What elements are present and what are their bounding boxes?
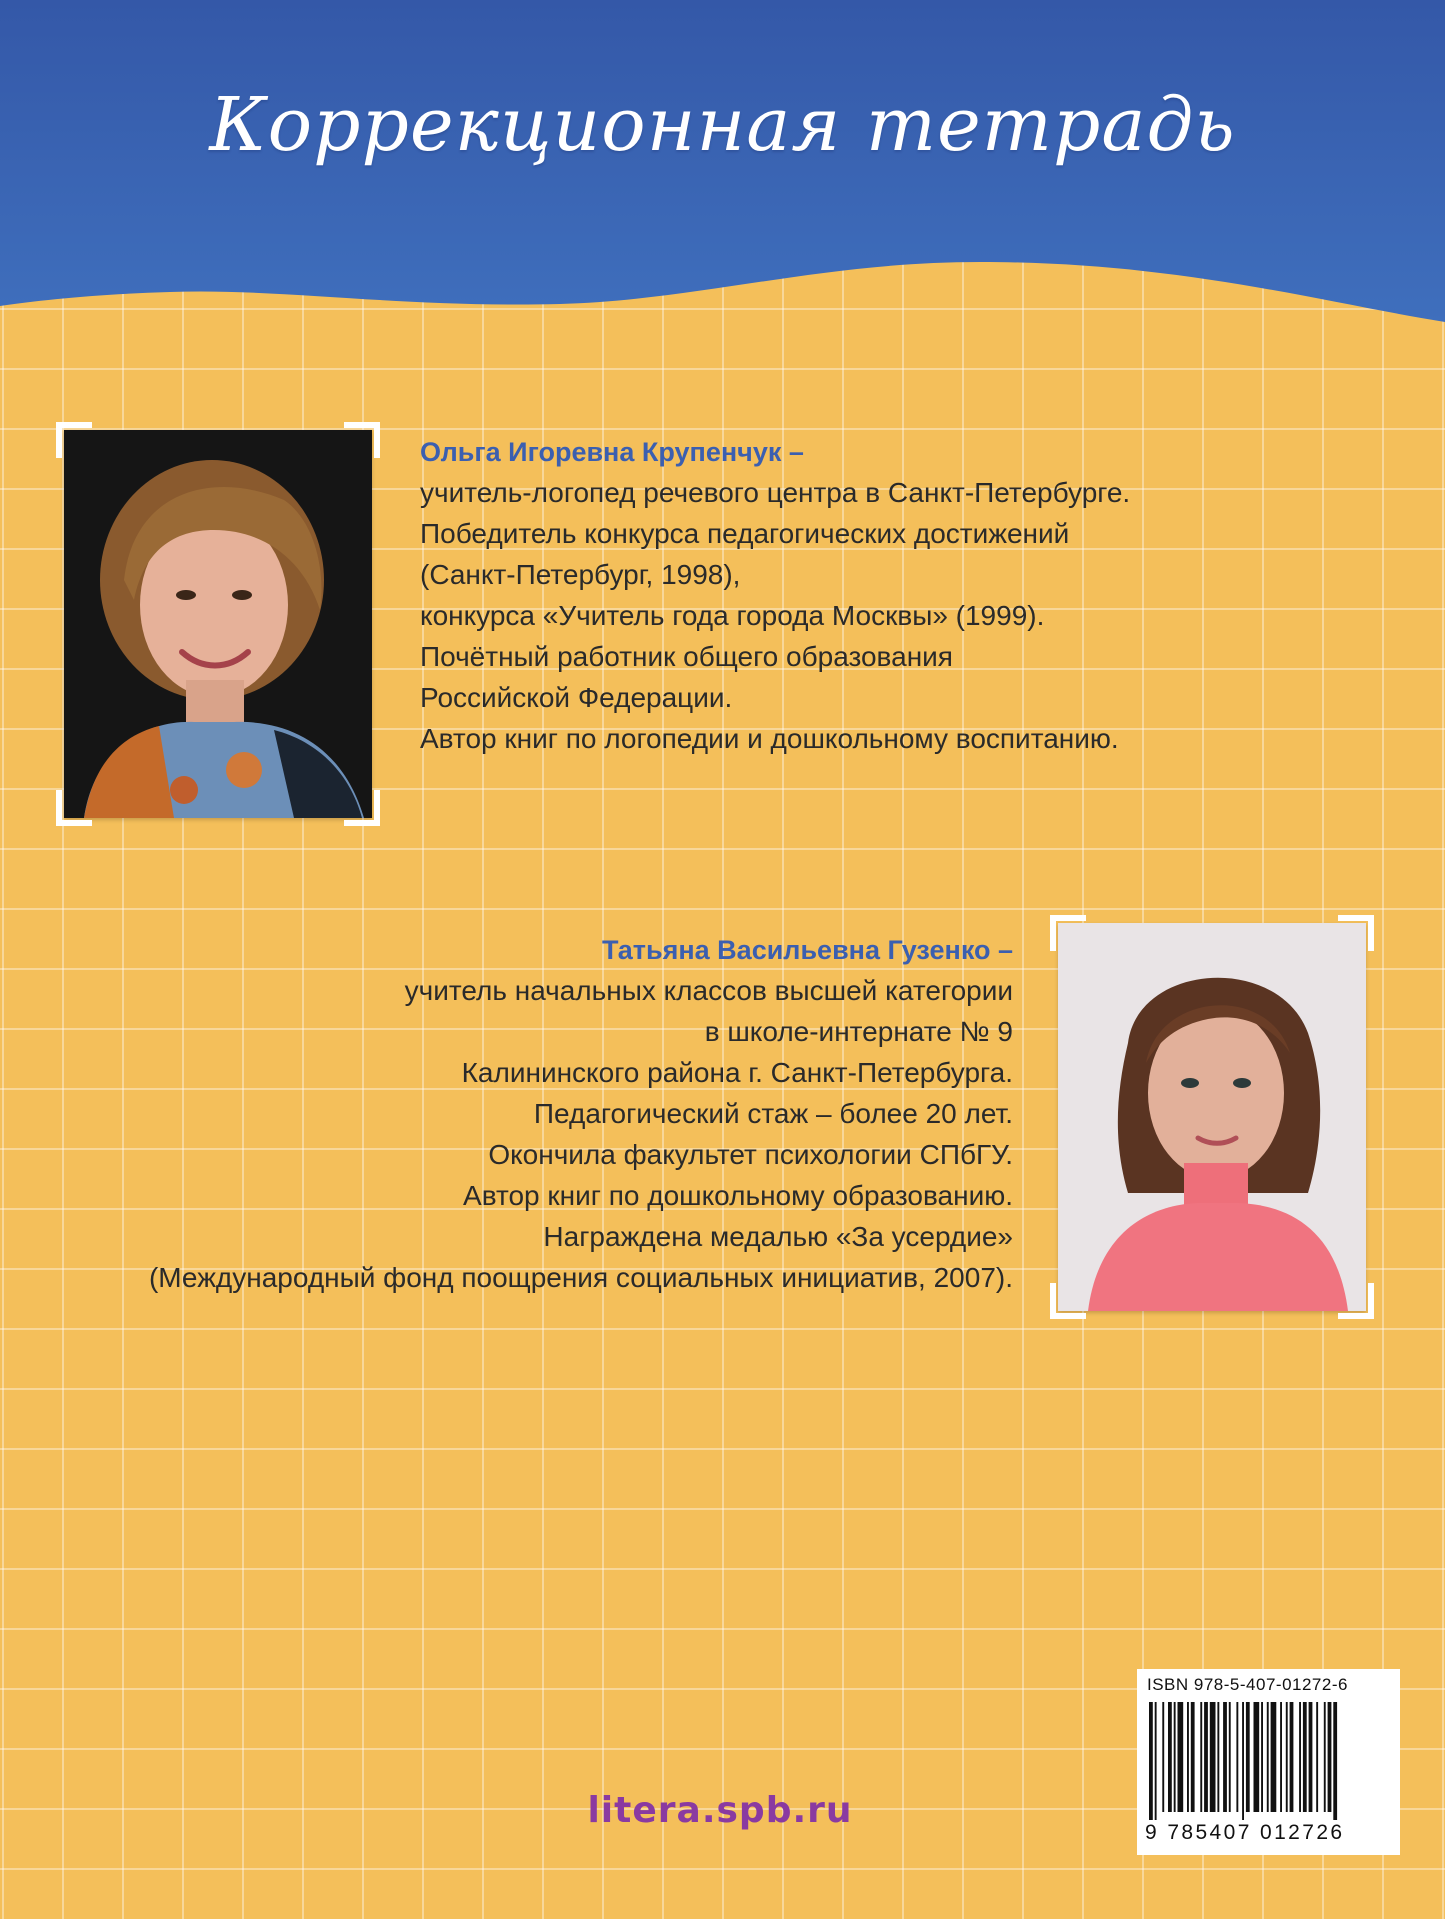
frame-corner — [56, 790, 92, 826]
barcode-bar — [1246, 1702, 1250, 1812]
barcode-bar — [1299, 1702, 1301, 1812]
author-photo-krupenchuk — [64, 430, 372, 818]
author-name: Татьяна Васильевна Гузенко – — [601, 935, 1013, 965]
barcode-bar — [1229, 1702, 1231, 1812]
frame-corner — [1338, 915, 1374, 951]
bio-line: Педагогический стаж – более 20 лет. — [533, 1098, 1013, 1129]
author-bio-krupenchuk — [420, 432, 1130, 759]
bio-line: учитель начальных классов высшей категории — [404, 975, 1013, 1006]
frame-corner — [1050, 915, 1086, 951]
barcode-bar — [1303, 1702, 1307, 1812]
frame-corner — [56, 422, 92, 458]
bio-line: Российской Федерации. — [420, 682, 733, 713]
author-bio-guzenko — [140, 930, 1013, 1298]
barcode-bar — [1261, 1702, 1263, 1812]
barcode-bar — [1271, 1702, 1277, 1812]
series-title: Коррекционная тетрадь — [209, 82, 1236, 168]
isbn-label: ISBN 978-5-407-01272-6 — [1147, 1675, 1348, 1694]
barcode-bar — [1168, 1702, 1172, 1812]
portrait-woman-pink-sweater — [1058, 923, 1366, 1311]
bio-line: (Санкт-Петербург, 1998), — [420, 559, 741, 590]
frame-corner — [344, 790, 380, 826]
barcode-bar — [1223, 1702, 1227, 1812]
barcode-bar — [1286, 1702, 1288, 1812]
barcode-bar — [1316, 1702, 1318, 1812]
barcode-bar — [1242, 1702, 1244, 1820]
barcode-bar — [1174, 1702, 1176, 1812]
bio-line: Победитель конкурса педагогических достижений — [420, 518, 1070, 549]
author-photo-guzenko — [1058, 923, 1366, 1311]
barcode-bar — [1217, 1702, 1219, 1812]
barcode-bar — [1210, 1702, 1216, 1812]
barcode-bar — [1236, 1702, 1238, 1812]
bio-line: Автор книг по логопедии и дошкольному воспитанию. — [420, 723, 1119, 754]
header-wave-shape — [0, 0, 1445, 360]
frame-corner — [1338, 1283, 1374, 1319]
bio-line: Калининского района г. Санкт-Петербурга. — [461, 1057, 1013, 1088]
frame-corner — [1050, 1283, 1086, 1319]
barcode-bar — [1324, 1702, 1326, 1812]
portrait-woman-short-hair — [64, 430, 372, 818]
header-wave-band — [0, 0, 1445, 360]
bio-line: конкурса «Учитель года города Москвы» (1999). — [420, 600, 1045, 631]
barcode-bar — [1149, 1702, 1153, 1820]
barcode-bar — [1333, 1702, 1337, 1820]
bio-line: в школе-интернате № 9 — [704, 1016, 1013, 1047]
bio-line: Окончила факультет психологии СПбГУ. — [488, 1139, 1013, 1170]
barcode-bar — [1187, 1702, 1189, 1812]
barcode-bar — [1309, 1702, 1313, 1812]
bio-line: учитель-логопед речевого центра в Санкт-Петербурге. — [420, 477, 1131, 508]
barcode-bar — [1162, 1702, 1164, 1812]
barcode-bar — [1328, 1702, 1332, 1812]
author-name: Ольга Игоревна Крупенчук – — [420, 437, 804, 467]
barcode-bar — [1204, 1702, 1208, 1812]
bio-line: (Международный фонд поощрения социальных инициатив, 2007). — [148, 1262, 1013, 1293]
barcode-number: 9 785407 012726 — [1145, 1821, 1345, 1844]
barcode-bar — [1155, 1702, 1157, 1820]
bio-line: Автор книг по дошкольному образованию. — [463, 1180, 1013, 1211]
bio-line: Награждена медалью «За усердие» — [543, 1221, 1013, 1252]
barcode-bar — [1280, 1702, 1282, 1812]
barcode-bar — [1191, 1702, 1195, 1812]
website-link[interactable]: litera.spb.ru — [587, 1790, 853, 1831]
frame-corner — [344, 422, 380, 458]
isbn-barcode-box — [1137, 1669, 1400, 1855]
barcode-bar — [1178, 1702, 1184, 1812]
barcode-icon — [1149, 1702, 1389, 1820]
bio-line: Почётный работник общего образования — [420, 641, 953, 672]
barcode-bar — [1254, 1702, 1260, 1812]
barcode-bar — [1200, 1702, 1202, 1812]
barcode-bar — [1267, 1702, 1269, 1812]
barcode-bar — [1290, 1702, 1294, 1812]
